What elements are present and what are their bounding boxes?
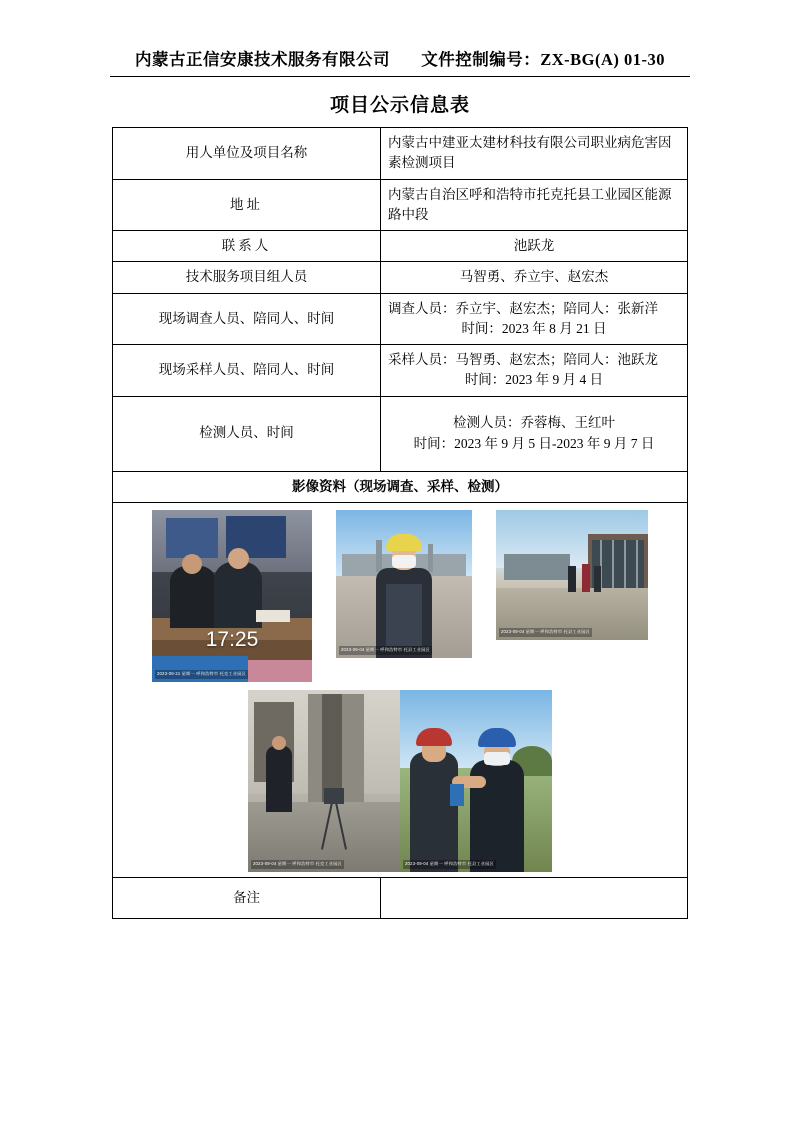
photo3-person-2 (582, 564, 590, 592)
row-label-team: 技术服务项目组人员 (113, 262, 381, 293)
survey-personnel: 调查人员：乔立宇、赵宏杰；陪同人：张新洋 (388, 300, 658, 316)
row-value-sampling (381, 345, 688, 397)
photo3-timestamp: 2023-09-04 星期一 呼和浩特市 托县工业园区 (499, 628, 592, 636)
photo-sampling-pump-field (400, 690, 552, 872)
row-value-team: 马智勇、乔立宇、赵宏杰 (381, 262, 688, 293)
photo4-person-body (266, 746, 292, 812)
photo1-person-left-head (182, 554, 202, 574)
table-row (113, 293, 688, 345)
photo-site-survey-office (152, 510, 312, 682)
media-section-title: 影像资料（现场调查、采样、检测） (113, 471, 688, 502)
photo1-poster-left (166, 518, 218, 558)
row-label-address: 地址 (113, 179, 381, 231)
photo5-person-left-body (410, 752, 458, 872)
company-name: 内蒙古正信安康技术服务有限公司 (134, 50, 390, 69)
photo2-person-vest (386, 584, 422, 646)
photo1-document (256, 610, 290, 622)
photo-factory-gate (496, 510, 648, 640)
doc-control-number: 文件控制编号：ZX-BG(A) 01-30 (421, 50, 666, 69)
remark-value (381, 877, 688, 918)
media-header-row (113, 471, 688, 502)
info-table (112, 127, 688, 919)
table-row (113, 345, 688, 397)
photo2-tower-left (376, 540, 382, 572)
table-row (113, 179, 688, 231)
photo2-person-mask (392, 555, 416, 568)
media-gallery (113, 502, 688, 877)
row-label-sampling: 现场采样人员、陪同人、时间 (113, 345, 381, 397)
photo2-timestamp: 2023-09-04 星期一 呼和浩特市 托县工业园区 (339, 646, 432, 654)
photo3-gate-bar (624, 540, 626, 588)
remark-row (113, 877, 688, 918)
row-value-unit-project: 内蒙古中建亚太建材科技有限公司职业病危害因素检测项目 (381, 128, 688, 180)
table-row (113, 262, 688, 293)
photo4-timestamp: 2023-09-04 星期一 呼和浩特市 托克工业园区 (251, 860, 344, 868)
row-label-contact: 联系人 (113, 231, 381, 262)
photo1-person-left-body (170, 566, 216, 628)
photo3-person-1 (568, 566, 576, 592)
photo5-sampling-pump (450, 784, 464, 806)
row-label-unit-project: 用人单位及项目名称 (113, 128, 381, 180)
row-label-survey: 现场调查人员、陪同人、时间 (113, 293, 381, 345)
photo-sampling-worker-outdoor (336, 510, 472, 658)
testing-date: 时间：2023 年 9 月 5 日-2023 年 9 月 7 日 (413, 435, 655, 451)
row-value-address: 内蒙古自治区呼和浩特市托克托县工业园区能源路中段 (381, 179, 688, 231)
photo5-person-right-mask (484, 752, 510, 765)
document-header (110, 46, 690, 70)
photo1-timestamp: 2023-08-21 星期一 呼和浩特市 托克工业园区 (155, 670, 248, 678)
testing-personnel: 检测人员：乔蓉梅、王红叶 (453, 415, 615, 431)
photo4-sampler-device (324, 788, 344, 804)
table-row (113, 396, 688, 471)
photo3-gate-bar (612, 540, 614, 588)
row-value-contact: 池跃龙 (381, 231, 688, 262)
remark-label: 备注 (113, 877, 381, 918)
photo1-time-overlay: 17:25 (205, 628, 259, 652)
header-divider (110, 76, 690, 77)
photo3-person-3 (594, 566, 601, 592)
photo4-person-head (272, 736, 286, 750)
photo-instrument-tripod-indoor (248, 690, 400, 872)
photo2-tower-right (428, 544, 433, 572)
media-row (113, 502, 688, 877)
photo1-person-right-body (214, 562, 262, 628)
photo3-truck (504, 554, 570, 580)
photo2-hard-hat (386, 534, 422, 551)
sampling-date: 时间：2023 年 9 月 4 日 (464, 372, 604, 388)
photo3-gate-bar (636, 540, 638, 588)
page-title: 项目公示信息表 (329, 95, 470, 116)
table-row (113, 128, 688, 180)
row-value-survey (381, 293, 688, 345)
table-row (113, 231, 688, 262)
row-value-testing (381, 396, 688, 471)
photo1-person-right-head (228, 548, 249, 569)
photo-row-bottom (120, 682, 680, 872)
photo-row-top (120, 508, 680, 682)
survey-date: 时间：2023 年 8 月 21 日 (461, 320, 607, 336)
photo1-foreground-pink (248, 660, 312, 682)
photo4-machine-shadow (322, 694, 342, 802)
sampling-personnel: 采样人员：马智勇、赵宏杰；陪同人：池跃龙 (388, 352, 658, 367)
row-label-testing: 检测人员、时间 (113, 396, 381, 471)
photo5-timestamp: 2023-09-04 星期一 呼和浩特市 托县工业园区 (403, 860, 496, 868)
